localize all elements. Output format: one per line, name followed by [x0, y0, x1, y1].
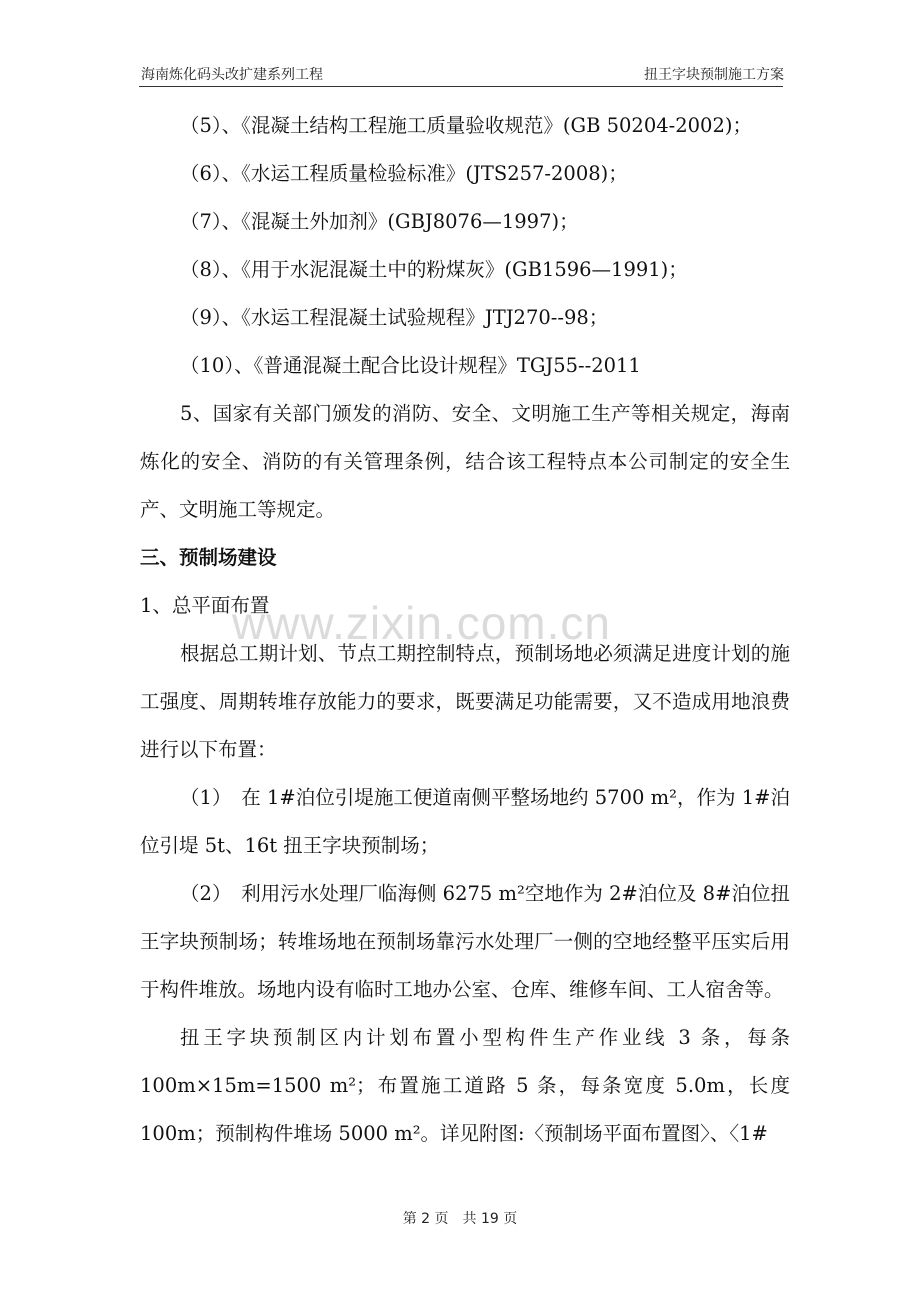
- header-project-name: 海南炼化码头改扩建系列工程: [141, 67, 323, 83]
- reference-item: （10）、《普通混凝土配合比设计规程》TGJ55--2011: [180, 354, 641, 377]
- reference-item: （8）、《用于水泥混凝土中的粉煤灰》(GB1596—1991)；: [180, 258, 688, 281]
- page-number-footer: 第 2 页 共 19 页: [402, 1211, 518, 1227]
- header-divider: [139, 86, 783, 87]
- watermark: www.zixin.com.cn: [232, 597, 611, 649]
- references-list: [140, 102, 790, 390]
- layout-paragraph: 根据总工期计划、节点工期控制特点，预制场地必须满足进度计划的施工强度、周期转堆存放能力的要求，既要满足功能需要，又不造成用地浪费进行以下布置：: [140, 642, 790, 761]
- reference-item: （7）、《混凝土外加剂》(GBJ8076—1997)；: [180, 210, 579, 233]
- layout-item-1: （1） 在 1#泊位引堤施工便道南侧平整场地约 5700 m²，作为 1#泊位引堤 5t、16t 扭王字块预制场；: [140, 786, 790, 857]
- production-lines-paragraph: 扭王字块预制区内计划布置小型构件生产作业线 3 条，每条 100m×15m=1500 m²；布置施工道路 5 条，每条宽度 5.0m，长度 100m；预制构件堆场 5000 m²。详见附图:〈预制场平面布置图〉、〈1#: [140, 1026, 790, 1145]
- document-body: [140, 390, 790, 1158]
- reference-item: （9）、《水运工程混凝土试验规程》JTJ270--98；: [180, 306, 609, 329]
- subsection-heading: 1、总平面布置: [140, 594, 270, 617]
- reference-item: （6）、《水运工程质量检验标准》(JTS257-2008)；: [180, 162, 628, 185]
- reference-item: （5）、《混凝土结构工程施工质量验收规范》(GB 50204-2002)；: [180, 114, 752, 137]
- layout-item-2: （2） 利用污水处理厂临海侧 6275 m²空地作为 2#泊位及 8#泊位扭王字块预制场；转堆场地在预制场靠污水处理厂一侧的空地经整平压实后用于构件堆放。场地内设有临时工地办公室、仓库、维修车间、工人宿舍等。: [140, 882, 790, 1001]
- item5-paragraph: 5、国家有关部门颁发的消防、安全、文明施工生产等相关规定，海南炼化的安全、消防的有关管理条例，结合该工程特点本公司制定的安全生产、文明施工等规定。: [140, 402, 790, 521]
- header-document-title: 扭王字块预制施工方案: [644, 67, 784, 83]
- section-heading: 三、预制场建设: [140, 546, 277, 569]
